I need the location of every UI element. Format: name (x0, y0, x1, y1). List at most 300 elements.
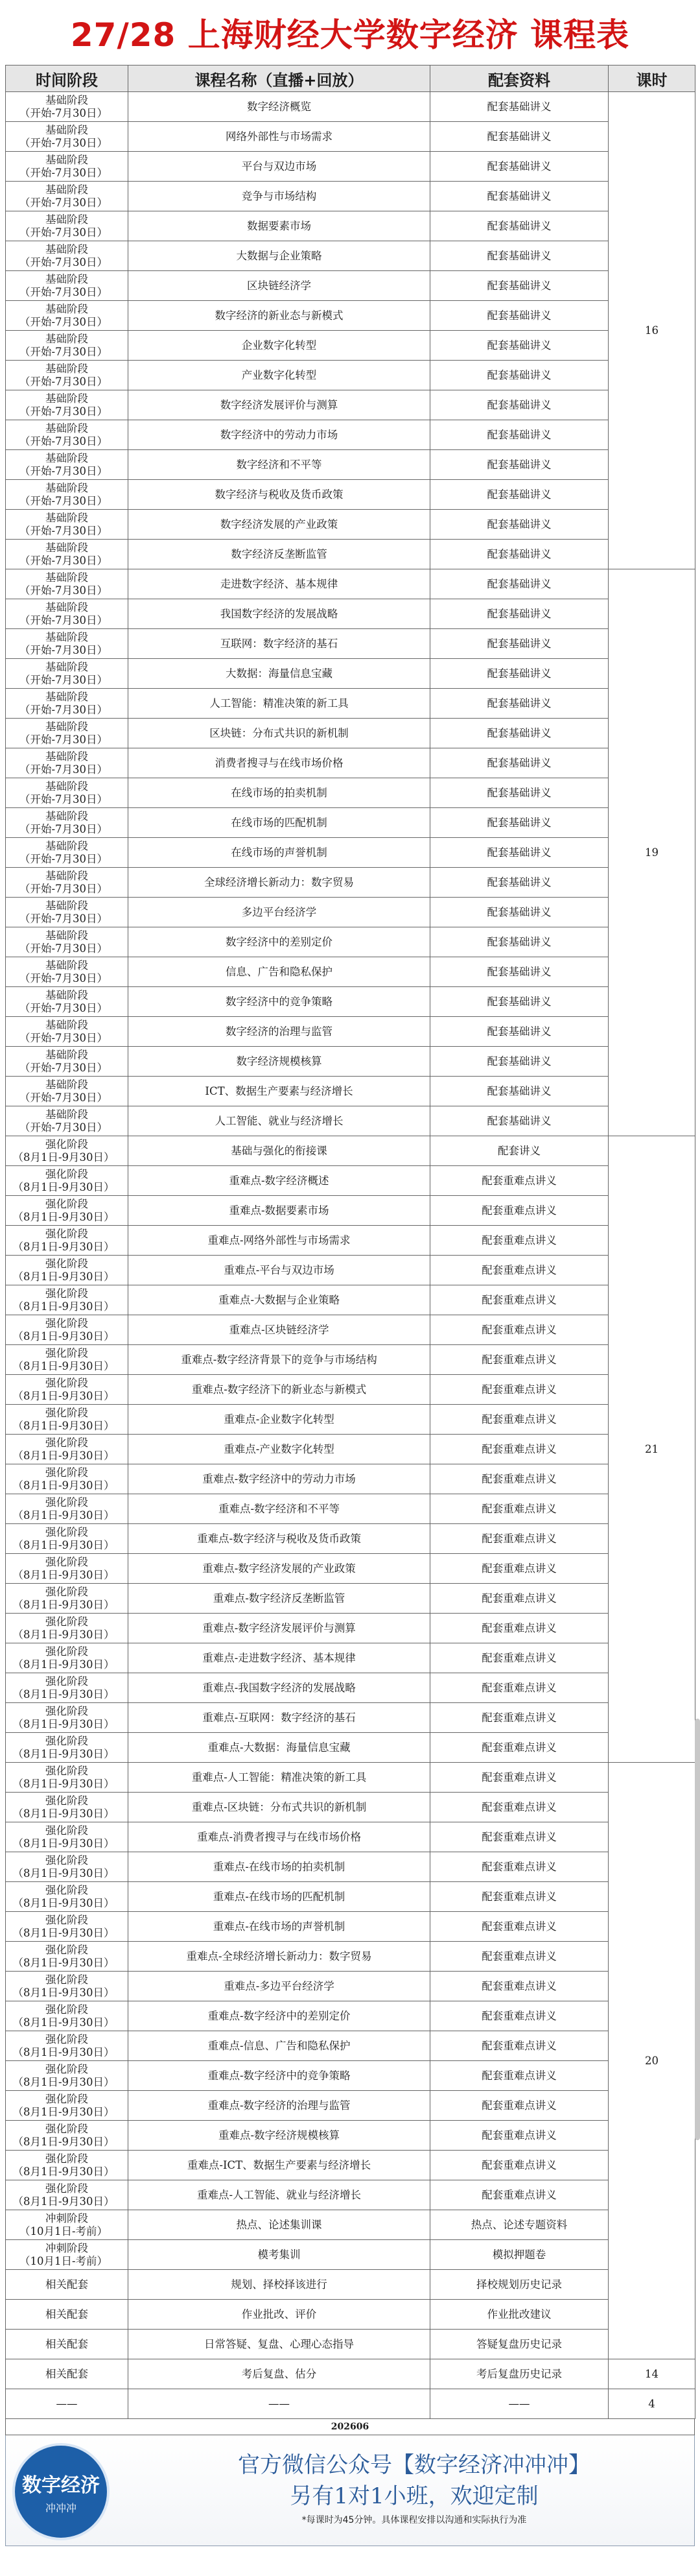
period-name: 基础阶段 (45, 929, 88, 942)
period-cell (6, 1852, 128, 1882)
period-dates: （开始-7月30日） (19, 464, 108, 477)
period-dates: （8月1日-9月30日） (12, 1717, 115, 1730)
period-name: 强化阶段 (45, 2122, 88, 2135)
material-cell: 配套基础讲义 (430, 659, 609, 689)
schedule-row (6, 122, 695, 152)
schedule-row (6, 1077, 695, 1106)
material-cell: 配套重难点讲义 (430, 1554, 609, 1584)
period-cell (6, 1464, 128, 1494)
period-dates: （8月1日-9月30日） (12, 1807, 115, 1820)
period-dates: （8月1日-9月30日） (12, 1479, 115, 1492)
footer-wechat-line: 官方微信公众号【数字经济冲冲冲】 (238, 2452, 590, 2478)
material-cell: 配套重难点讲义 (430, 1524, 609, 1554)
course-cell: 全球经济增长新动力：数字贸易 (128, 868, 430, 898)
period-dates: （开始-7月30日） (19, 345, 108, 358)
schedule-row (6, 1554, 695, 1584)
period-dates: （8月1日-9月30日） (12, 1688, 115, 1700)
schedule-row (6, 1375, 695, 1405)
footer-note: *每课时为45分钟。具体课程安排以沟通和实际执行为准 (301, 2515, 527, 2525)
course-cell: 数字经济的新业态与新模式 (128, 301, 430, 331)
schedule-row (6, 1882, 695, 1912)
period-name: 基础阶段 (45, 959, 88, 972)
material-cell: 配套重难点讲义 (430, 2151, 609, 2180)
period-name: 强化阶段 (45, 1496, 88, 1509)
material-cell: 配套基础讲义 (430, 540, 609, 569)
scrollbar-thumb[interactable] (695, 1719, 700, 2140)
schedule-row (6, 898, 695, 927)
schedule-row (6, 2121, 695, 2151)
course-cell: 网络外部性与市场需求 (128, 122, 430, 152)
period-name: 强化阶段 (45, 1704, 88, 1717)
period-dates: （8月1日-9月30日） (12, 1598, 115, 1611)
material-cell: 配套基础讲义 (430, 808, 609, 838)
period-name: 强化阶段 (45, 1466, 88, 1479)
header-course: 课程名称（直播+回放） (128, 66, 430, 92)
course-cell: 重难点-数字经济中的劳动力市场 (128, 1464, 430, 1494)
period-cell (6, 301, 128, 331)
course-cell: 重难点-区块链经济学 (128, 1315, 430, 1345)
schedule-row (6, 2300, 695, 2330)
header-row (6, 66, 695, 92)
period-cell (6, 629, 128, 659)
schedule-row (6, 271, 695, 301)
course-cell: 考后复盘、估分 (128, 2359, 430, 2389)
schedule-row (6, 1494, 695, 1524)
material-cell: 配套重难点讲义 (430, 1822, 609, 1852)
period-dates: （8月1日-9月30日） (12, 1449, 115, 1462)
schedule-body (6, 92, 695, 2419)
period-name: 基础阶段 (45, 988, 88, 1001)
course-cell: 数字经济中的劳动力市场 (128, 420, 430, 450)
course-cell: 重难点-数字经济发展的产业政策 (128, 1554, 430, 1584)
course-cell: 数字经济发展的产业政策 (128, 510, 430, 540)
material-cell: 配套基础讲义 (430, 152, 609, 182)
schedule-row (6, 1703, 695, 1733)
schedule-row (6, 211, 695, 241)
period-dates: （8月1日-9月30日） (12, 1538, 115, 1551)
period-cell (6, 92, 128, 122)
period-cell (6, 778, 128, 808)
footer-banner (5, 2435, 695, 2546)
course-cell: 重难点-大数据与企业策略 (128, 1285, 430, 1315)
period-cell (6, 748, 128, 778)
period-dates: （开始-7月30日） (19, 703, 108, 716)
schedule-row (6, 2180, 695, 2210)
course-cell: 大数据：海量信息宝藏 (128, 659, 430, 689)
period-cell (6, 1077, 128, 1106)
material-cell: 配套重难点讲义 (430, 1584, 609, 1614)
material-cell: 配套重难点讲义 (430, 1405, 609, 1435)
period-cell (6, 1405, 128, 1435)
hours-cell: 19 (609, 569, 695, 1136)
course-cell: 重难点-信息、广告和隐私保护 (128, 2031, 430, 2061)
period-cell (6, 1673, 128, 1703)
period-name: 基础阶段 (45, 899, 88, 912)
material-cell: 配套重难点讲义 (430, 1345, 609, 1375)
course-cell: 重难点-大数据：海量信息宝藏 (128, 1733, 430, 1763)
period-name: 强化阶段 (45, 1376, 88, 1389)
material-cell: 配套重难点讲义 (430, 1226, 609, 1256)
schedule-document (5, 0, 695, 2546)
course-cell: 重难点-互联网：数字经济的基石 (128, 1703, 430, 1733)
schedule-row (6, 92, 695, 122)
material-cell: 配套重难点讲义 (430, 2180, 609, 2210)
course-cell: 重难点-在线市场的拍卖机制 (128, 1852, 430, 1882)
period-name: 强化阶段 (45, 1555, 88, 1568)
schedule-row (6, 480, 695, 510)
period-cell (6, 271, 128, 301)
period-name: 强化阶段 (45, 1317, 88, 1330)
schedule-row (6, 1166, 695, 1196)
course-cell: 数字经济和不平等 (128, 450, 430, 480)
period-cell (6, 1166, 128, 1196)
period-dates: （8月1日-9月30日） (12, 1151, 115, 1163)
schedule-row (6, 331, 695, 361)
course-cell: 大数据与企业策略 (128, 241, 430, 271)
period-cell (6, 1524, 128, 1554)
material-cell: 配套基础讲义 (430, 927, 609, 957)
period-cell (6, 1703, 128, 1733)
period-cell (6, 1106, 128, 1136)
course-cell: —— (128, 2389, 430, 2419)
period-cell (6, 719, 128, 748)
period-name: 基础阶段 (45, 451, 88, 464)
schedule-code: 202606 (5, 2419, 695, 2435)
period-name: 基础阶段 (45, 302, 88, 315)
material-cell: 答疑复盘历史记录 (430, 2330, 609, 2359)
schedule-row (6, 301, 695, 331)
material-cell: 配套重难点讲义 (430, 2001, 609, 2031)
material-cell: 配套基础讲义 (430, 480, 609, 510)
period-name: 强化阶段 (45, 1287, 88, 1300)
period-name: 强化阶段 (45, 1824, 88, 1837)
material-cell: 配套基础讲义 (430, 689, 609, 719)
period-cell (6, 927, 128, 957)
course-cell: 平台与双边市场 (128, 152, 430, 182)
period-name: 强化阶段 (45, 1645, 88, 1658)
period-dates: （开始-7月30日） (19, 256, 108, 268)
period-name: 强化阶段 (45, 2092, 88, 2105)
period-cell (6, 2330, 128, 2359)
period-dates: （开始-7月30日） (19, 614, 108, 626)
period-cell (6, 152, 128, 182)
period-cell (6, 1315, 128, 1345)
schedule-row (6, 1345, 695, 1375)
period-cell (6, 420, 128, 450)
schedule-row (6, 2031, 695, 2061)
schedule-row (6, 152, 695, 182)
schedule-row (6, 2061, 695, 2091)
material-cell: 配套基础讲义 (430, 450, 609, 480)
schedule-row (6, 390, 695, 420)
course-cell: 区块链：分布式共识的新机制 (128, 719, 430, 748)
schedule-row (6, 241, 695, 271)
course-cell: 重难点-数据要素市场 (128, 1196, 430, 1226)
course-cell: 人工智能：精准决策的新工具 (128, 689, 430, 719)
period-dates: （8月1日-9月30日） (12, 1777, 115, 1790)
schedule-row (6, 1763, 695, 1793)
material-cell: 热点、论述专题资料 (430, 2210, 609, 2240)
schedule-row (6, 1614, 695, 1643)
period-cell (6, 957, 128, 987)
course-cell: ICT、数据生产要素与经济增长 (128, 1077, 430, 1106)
period-dates: （8月1日-9月30日） (12, 1866, 115, 1879)
period-dates: （8月1日-9月30日） (12, 1330, 115, 1342)
material-cell: 配套基础讲义 (430, 629, 609, 659)
period-name: 强化阶段 (45, 1943, 88, 1956)
course-cell: 数字经济反垄断监管 (128, 540, 430, 569)
material-cell: 配套基础讲义 (430, 361, 609, 390)
course-cell: 重难点-人工智能、就业与经济增长 (128, 2180, 430, 2210)
period-name: 基础阶段 (45, 362, 88, 375)
course-cell: 重难点-ICT、数据生产要素与经济增长 (128, 2151, 430, 2180)
course-cell: 重难点-产业数字化转型 (128, 1435, 430, 1464)
period-dates: （开始-7月30日） (19, 852, 108, 865)
schedule-row (6, 1584, 695, 1614)
schedule-row (6, 1793, 695, 1822)
course-cell: 数字经济与税收及货币政策 (128, 480, 430, 510)
material-cell: 配套重难点讲义 (430, 1673, 609, 1703)
period-name: 基础阶段 (45, 272, 88, 285)
material-cell: 配套重难点讲义 (430, 1763, 609, 1793)
period-dates: （开始-7月30日） (19, 763, 108, 776)
course-cell: 作业批改、评价 (128, 2300, 430, 2330)
period-name: 强化阶段 (45, 1913, 88, 1926)
period-dates: （8月1日-9月30日） (12, 1180, 115, 1193)
material-cell: 配套重难点讲义 (430, 1733, 609, 1763)
period-cell (6, 2091, 128, 2121)
material-cell: 配套基础讲义 (430, 1077, 609, 1106)
period-cell (6, 211, 128, 241)
period-cell (6, 2300, 128, 2330)
schedule-row (6, 510, 695, 540)
period-name: 强化阶段 (45, 2033, 88, 2045)
schedule-table (5, 65, 695, 2419)
period-cell (6, 1912, 128, 1942)
material-cell: 配套重难点讲义 (430, 1256, 609, 1285)
material-cell: 配套重难点讲义 (430, 1435, 609, 1464)
period-dates: （8月1日-9月30日） (12, 1389, 115, 1402)
schedule-row (6, 540, 695, 569)
period-cell (6, 122, 128, 152)
course-cell: 重难点-在线市场的匹配机制 (128, 1882, 430, 1912)
material-cell: —— (430, 2389, 609, 2419)
course-cell: 人工智能、就业与经济增长 (128, 1106, 430, 1136)
schedule-row (6, 2240, 695, 2270)
period-name: 基础阶段 (45, 1048, 88, 1061)
period-name: 基础阶段 (45, 1108, 88, 1121)
course-cell: 竞争与市场结构 (128, 182, 430, 211)
period-name: 强化阶段 (45, 1346, 88, 1359)
material-cell: 配套重难点讲义 (430, 1285, 609, 1315)
course-cell: 数字经济的治理与监管 (128, 1017, 430, 1047)
course-cell: 重难点-人工智能：精准决策的新工具 (128, 1763, 430, 1793)
course-cell: 基础与强化的衔接课 (128, 1136, 430, 1166)
period-cell (6, 659, 128, 689)
period-cell (6, 2180, 128, 2210)
material-cell: 配套重难点讲义 (430, 1852, 609, 1882)
period-cell (6, 1345, 128, 1375)
period-cell (6, 1614, 128, 1643)
course-cell: 规划、择校择该进行 (128, 2270, 430, 2300)
period-dates: （8月1日-9月30日） (12, 1300, 115, 1313)
period-cell (6, 1643, 128, 1673)
material-cell: 配套基础讲义 (430, 211, 609, 241)
period-name: 基础阶段 (45, 1078, 88, 1091)
period-name: 强化阶段 (45, 1138, 88, 1151)
material-cell: 配套基础讲义 (430, 182, 609, 211)
material-cell: 配套基础讲义 (430, 778, 609, 808)
course-cell: 模考集训 (128, 2240, 430, 2270)
period-dates: （开始-7月30日） (19, 1031, 108, 1044)
period-cell (6, 1942, 128, 1972)
schedule-row (6, 2270, 695, 2300)
material-cell: 配套重难点讲义 (430, 2091, 609, 2121)
period-cell (6, 1226, 128, 1256)
period-dates: （开始-7月30日） (19, 315, 108, 328)
material-cell: 配套基础讲义 (430, 92, 609, 122)
header-material: 配套资料 (430, 66, 609, 92)
material-cell: 配套基础讲义 (430, 987, 609, 1017)
schedule-row (6, 1733, 695, 1763)
period-name: 基础阶段 (45, 392, 88, 405)
period-name: 基础阶段 (45, 93, 88, 106)
hours-cell: 21 (609, 1136, 695, 1763)
material-cell: 配套重难点讲义 (430, 2121, 609, 2151)
material-cell: 作业批改建议 (430, 2300, 609, 2330)
material-cell: 配套基础讲义 (430, 1047, 609, 1077)
course-cell: 热点、论述集训课 (128, 2210, 430, 2240)
course-cell: 重难点-区块链：分布式共识的新机制 (128, 1793, 430, 1822)
period-cell (6, 2031, 128, 2061)
material-cell: 模拟押题卷 (430, 2240, 609, 2270)
schedule-row (6, 1315, 695, 1345)
material-cell: 配套重难点讲义 (430, 1703, 609, 1733)
period-name: 基础阶段 (45, 183, 88, 196)
schedule-row (6, 1256, 695, 1285)
period-dates: （开始-7月30日） (19, 1001, 108, 1014)
period-name: 基础阶段 (45, 511, 88, 524)
period-cell (6, 689, 128, 719)
course-cell: 重难点-数字经济中的竞争策略 (128, 2061, 430, 2091)
period-dates: （开始-7月30日） (19, 972, 108, 984)
course-cell: 重难点-我国数字经济的发展战略 (128, 1673, 430, 1703)
schedule-row (6, 1196, 695, 1226)
period-name: 强化阶段 (45, 1615, 88, 1628)
period-cell (6, 450, 128, 480)
material-cell: 配套重难点讲义 (430, 1494, 609, 1524)
course-cell: 重难点-数字经济中的差别定价 (128, 2001, 430, 2031)
material-cell: 配套基础讲义 (430, 390, 609, 420)
schedule-row (6, 569, 695, 599)
schedule-row (6, 1524, 695, 1554)
period-dates: （8月1日-9月30日） (12, 2105, 115, 2118)
period-name: 基础阶段 (45, 780, 88, 793)
material-cell: 配套基础讲义 (430, 1017, 609, 1047)
schedule-row (6, 2359, 695, 2389)
course-cell: 数据要素市场 (128, 211, 430, 241)
period-name: 冲刺阶段 (45, 2212, 88, 2224)
period-dates: （开始-7月30日） (19, 196, 108, 209)
course-cell: 重难点-在线市场的声誉机制 (128, 1912, 430, 1942)
period-cell (6, 540, 128, 569)
period-dates: （开始-7月30日） (19, 435, 108, 447)
period-dates: （8月1日-9月30日） (12, 1956, 115, 1969)
period-name: —— (56, 2397, 78, 2410)
period-name: 基础阶段 (45, 630, 88, 643)
course-cell: 重难点-数字经济和不平等 (128, 1494, 430, 1524)
schedule-row (6, 450, 695, 480)
material-cell: 配套重难点讲义 (430, 1464, 609, 1494)
period-cell (6, 2389, 128, 2419)
material-cell: 考后复盘历史记录 (430, 2359, 609, 2389)
period-name: 强化阶段 (45, 1794, 88, 1807)
course-cell: 数字经济中的差别定价 (128, 927, 430, 957)
period-name: 强化阶段 (45, 2003, 88, 2016)
period-dates: （开始-7月30日） (19, 1091, 108, 1104)
period-name: 强化阶段 (45, 2152, 88, 2165)
material-cell: 配套重难点讲义 (430, 1166, 609, 1196)
period-name: 强化阶段 (45, 1734, 88, 1747)
period-cell (6, 1017, 128, 1047)
period-cell (6, 898, 128, 927)
period-dates: （8月1日-9月30日） (12, 1837, 115, 1850)
period-cell (6, 1584, 128, 1614)
period-name: 基础阶段 (45, 601, 88, 614)
period-dates: （8月1日-9月30日） (12, 2165, 115, 2178)
course-cell: 企业数字化转型 (128, 331, 430, 361)
schedule-row (6, 1405, 695, 1435)
material-cell: 配套重难点讲义 (430, 1196, 609, 1226)
material-cell: 配套基础讲义 (430, 957, 609, 987)
material-cell: 配套重难点讲义 (430, 1972, 609, 2001)
period-name: 强化阶段 (45, 1973, 88, 1986)
course-cell: 日常答疑、复盘、心理心态指导 (128, 2330, 430, 2359)
period-name: 强化阶段 (45, 1764, 88, 1777)
period-cell (6, 1196, 128, 1226)
course-cell: 在线市场的声誉机制 (128, 838, 430, 868)
period-dates: （开始-7月30日） (19, 643, 108, 656)
schedule-row (6, 719, 695, 748)
period-name: 基础阶段 (45, 571, 88, 584)
logo-text-sub: 冲冲冲 (45, 2501, 76, 2514)
schedule-row (6, 808, 695, 838)
period-name: 强化阶段 (45, 1257, 88, 1270)
schedule-row (6, 2001, 695, 2031)
period-cell (6, 1972, 128, 2001)
period-dates: （8月1日-9月30日） (12, 1658, 115, 1671)
material-cell: 配套基础讲义 (430, 122, 609, 152)
page-title: 27/28 上海财经大学数字经济 课程表 (70, 16, 630, 54)
material-cell: 配套重难点讲义 (430, 1643, 609, 1673)
period-cell (6, 599, 128, 629)
hours-cell: 20 (609, 1763, 695, 2359)
period-dates: （8月1日-9月30日） (12, 2135, 115, 2148)
material-cell: 配套基础讲义 (430, 301, 609, 331)
schedule-row (6, 1464, 695, 1494)
period-name: 基础阶段 (45, 839, 88, 852)
material-cell: 配套重难点讲义 (430, 1882, 609, 1912)
period-name: 强化阶段 (45, 1525, 88, 1538)
schedule-row (6, 2389, 695, 2419)
schedule-row (6, 1822, 695, 1852)
period-name: 强化阶段 (45, 1227, 88, 1240)
course-cell: 信息、广告和隐私保护 (128, 957, 430, 987)
schedule-row (6, 838, 695, 868)
material-cell: 配套基础讲义 (430, 271, 609, 301)
course-cell: 数字经济发展评价与测算 (128, 390, 430, 420)
schedule-row (6, 361, 695, 390)
